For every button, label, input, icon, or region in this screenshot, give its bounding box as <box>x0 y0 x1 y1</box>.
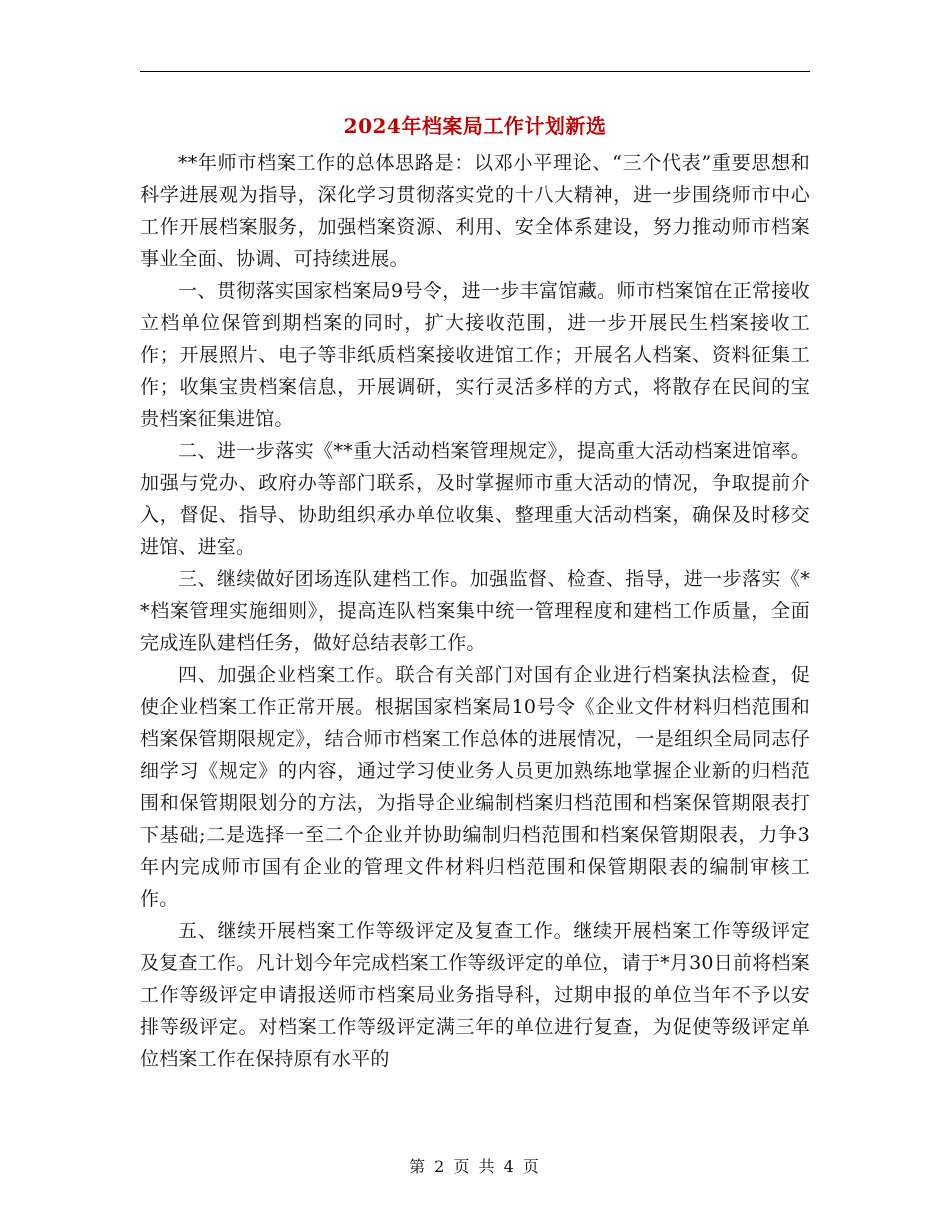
paragraph-section-2: 二、进一步落实《**重大活动档案管理规定》，提高重大活动档案进馆率。加强与党办、政府办等部门联系，及时掌握师市重大活动的情况，争取提前介入，督促、指导、协助组织承办单位收集、整理重大活动档案，确保及时移交进馆、进室。 <box>140 440 810 558</box>
paragraph-section-5: 五、继续开展档案工作等级评定及复查工作。继续开展档案工作等级评定及复查工作。凡计划今年完成档案工作等级评定的单位，请于*月30日前将档案工作等级评定申请报送师市档案局业务指导科，过期申报的单位当年不予以安排等级评定。对档案工作等级评定满三年的单位进行复查，为促使等级评定单位档案工作在保持原有水平的 <box>140 920 810 1070</box>
paragraph-section-3: 三、继续做好团场连队建档工作。加强监督、检查、指导，进一步落实《**档案管理实施细则》，提高连队档案集中统一管理程度和建档工作质量，全面完成连队建档任务，做好总结表彰工作。 <box>140 568 810 654</box>
page-number-footer: 第 2 页 共 4 页 <box>409 1157 541 1176</box>
header-rule <box>140 71 810 72</box>
paragraph-section-1: 一、贯彻落实国家档案局9号令，进一步丰富馆藏。师市档案馆在正常接收立档单位保管到期档案的同时，扩大接收范围，进一步开展民生档案接收工作；开展照片、电子等非纸质档案接收进馆工作；开展名人档案、资料征集工作；收集宝贵档案信息，开展调研，实行灵活多样的方式，将散存在民间的宝贵档案征集进馆。 <box>140 280 810 430</box>
paragraph-intro: **年师市档案工作的总体思路是：以邓小平理论、“三个代表”重要思想和科学进展观为指导，深化学习贯彻落实党的十八大精神，进一步围绕师市中心工作开展档案服务，加强档案资源、利用、安全体系建设，努力推动师市档案事业全面、协调、可持续进展。 <box>140 152 810 270</box>
document-body <box>140 147 810 1075</box>
paragraph-section-4: 四、加强企业档案工作。联合有关部门对国有企业进行档案执法检查，促使企业档案工作正常开展。根据国家档案局10号令《企业文件材料归档范围和档案保管期限规定》，结合师市档案工作总体的进展情况，一是组织全局同志仔细学习《规定》的内容，通过学习使业务人员更加熟练地掌握企业新的归档范围和保管期限划分的方法，为指导企业编制档案归档范围和档案保管期限表打下基础;二是选择一至二个企业并协助编制归档范围和档案保管期限表，力争3年内完成师市国有企业的管理文件材料归档范围和保管期限表的编制审核工作。 <box>140 664 810 910</box>
document-title: 2024年档案局工作计划新选 <box>343 114 607 138</box>
